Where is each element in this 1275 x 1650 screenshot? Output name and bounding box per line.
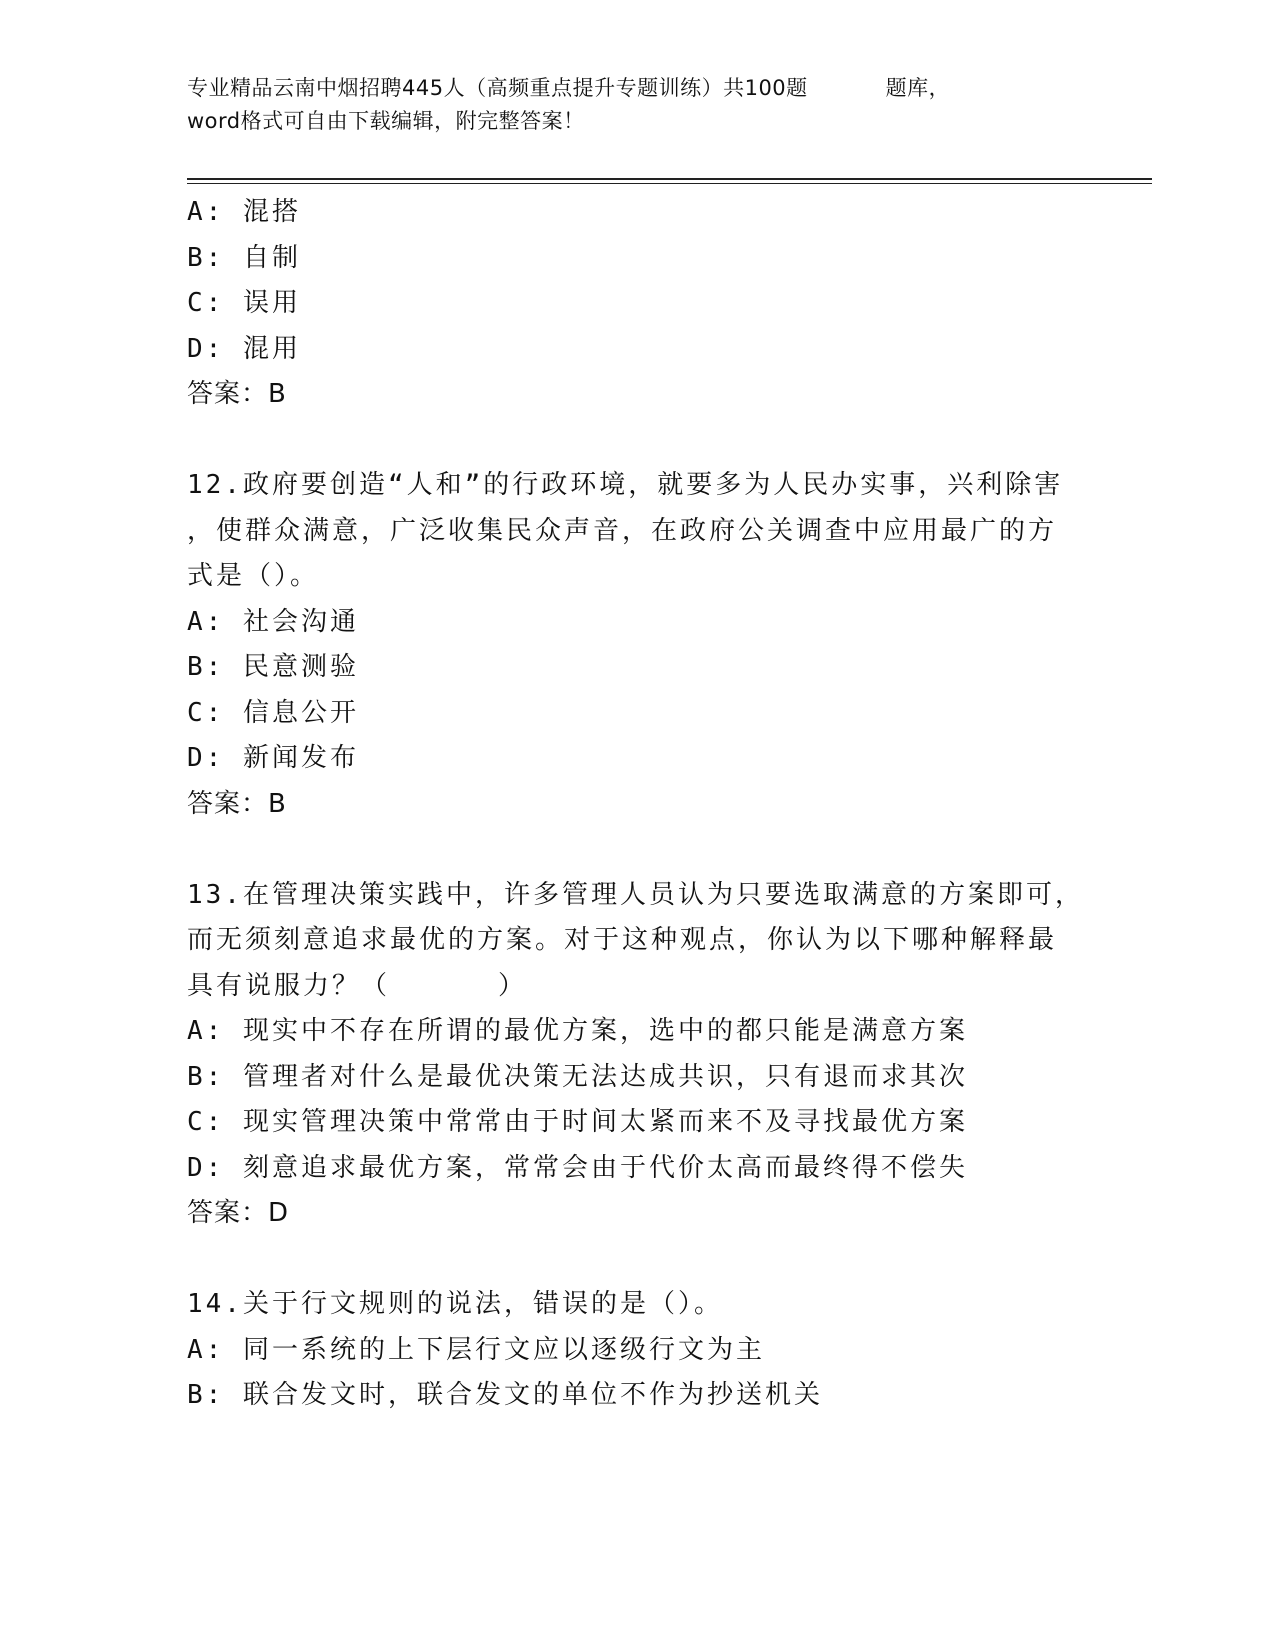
answer-line: 答案：B xyxy=(187,379,287,409)
question-13 xyxy=(187,873,1087,1237)
question-list xyxy=(187,190,1087,1419)
question-stem-line: 12.政府要创造“人和”的行政环境，就要多为人民办实事，兴利除害 xyxy=(187,470,1064,500)
option-a: A: 社会沟通 xyxy=(187,606,359,637)
option-d: D: 新闻发布 xyxy=(187,743,359,773)
question-12 xyxy=(187,463,1087,827)
question-14 xyxy=(187,1282,1087,1419)
answer-line: 答案：D xyxy=(187,1198,290,1228)
option-c: C: 信息公开 xyxy=(187,697,359,728)
document-header xyxy=(187,72,1067,138)
stem-close-paren: ） xyxy=(498,970,528,1001)
option-c: C: 误用 xyxy=(187,288,301,318)
header-divider-thin xyxy=(187,183,1152,184)
header-line-1 xyxy=(187,72,1067,105)
option-a: A: 混搭 xyxy=(187,197,301,227)
question-stem-line: 14.关于行文规则的说法，错误的是（）。 xyxy=(187,1289,723,1319)
question-stem-line: 而无须刻意追求最优的方案。对于这种观点，你认为以下哪种解释最 xyxy=(187,925,1058,955)
header-divider-thick xyxy=(187,178,1152,180)
option-b: B: 民意测验 xyxy=(187,652,359,682)
option-a: A: 现实中不存在所谓的最优方案，选中的都只能是满意方案 xyxy=(187,1016,968,1046)
header-title: 专业精品云南中烟招聘445人（高频重点提升专题训练）共100题 xyxy=(187,76,808,100)
option-b: B: 管理者对什么是最优决策无法达成共识，只有退而求其次 xyxy=(187,1061,968,1092)
question-stem-line: 13.在管理决策实践中，许多管理人员认为只要选取满意的方案即可， xyxy=(187,879,1084,910)
spacer xyxy=(187,827,1087,873)
spacer xyxy=(187,418,1087,464)
option-a: A: 同一系统的上下层行文应以逐级行文为主 xyxy=(187,1334,765,1365)
question-stem-line xyxy=(187,964,1087,1010)
option-b: B: 联合发文时，联合发文的单位不作为抄送机关 xyxy=(187,1380,823,1410)
question-stem-line: ，使群众满意，广泛收集民众声音，在政府公关调查中应用最广的方 xyxy=(187,515,1058,546)
question-stem-line: 式是（）。 xyxy=(187,561,320,591)
header-subtitle: word格式可自由下载编辑，附完整答案！ xyxy=(187,109,585,133)
header-title-suffix: 题库， xyxy=(885,76,951,100)
option-b: B: 自制 xyxy=(187,242,301,273)
question-11 xyxy=(187,190,1087,418)
option-d: D: 刻意追求最优方案，常常会由于代价太高而最终得不偿失 xyxy=(187,1152,968,1183)
option-c: C: 现实管理决策中常常由于时间太紧而来不及寻找最优方案 xyxy=(187,1107,968,1137)
spacer xyxy=(187,1237,1087,1283)
answer-line: 答案：B xyxy=(187,788,287,819)
option-d: D: 混用 xyxy=(187,333,301,364)
stem-text: 具有说服力？（ xyxy=(187,970,391,1001)
